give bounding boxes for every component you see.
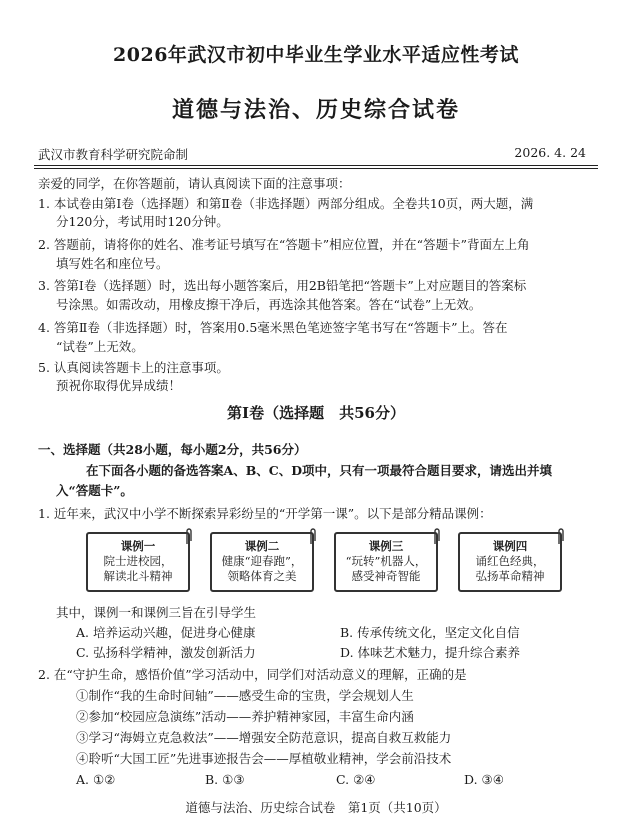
exam-title: 2026年武汉市初中毕业生学业水平适应性考试: [113, 44, 519, 66]
lesson-cards: [86, 532, 546, 596]
q2-stem: 2. 在“守护生命，感悟价值”学习活动中，同学们对活动意义的理解，正确的是: [38, 667, 467, 682]
part1-instruction-1: 在下面各小题的备选答案A、B、C、D项中，只有一项最符合题目要求，请选出并填: [86, 463, 553, 478]
notice-line-6: 号涂黑。如需改动，用橡皮擦干净后，再选涂其他答案。答在“试卷”上无效。: [56, 297, 482, 312]
lesson-card-line: 感受神奇智能: [351, 569, 421, 583]
q2-option-b: B. ①③: [205, 772, 245, 787]
notice-greeting: 亲爱的同学，在你答题前，请认真阅读下面的注意事项：: [38, 176, 351, 191]
header-rule: [34, 165, 598, 166]
q1-lead: 其中，课例一和课例三旨在引导学生: [56, 605, 257, 620]
issuing-org: 武汉市教育科学研究院命制: [38, 147, 189, 162]
notice-line-7: 4. 答第Ⅱ卷（非选择题）时，答案用0.5毫米黑色笔迹签字笔书写在“答题卡”上。答在: [38, 320, 508, 335]
paperclip-icon: [556, 526, 566, 546]
lesson-card-4: [458, 532, 562, 592]
q2-item-2: ②参加“校园应急演练”活动——养护精神家园，丰富生命内涵: [76, 709, 414, 724]
lesson-card-title: 课例一: [120, 539, 156, 553]
q2-option-c: C. ②④: [336, 772, 376, 787]
lesson-card-1: [86, 532, 190, 592]
q2-item-4: ④聆听“大国工匠”先进事迹报告会——厚植敬业精神，学会前沿技术: [76, 751, 452, 766]
notice-line-5: 3. 答第Ⅰ卷（选择题）时，选出每小题答案后，用2B铅笔把“答题卡”上对应题目的答案标: [38, 278, 527, 293]
q2-item-1: ①制作“我的生命时间轴”——感受生命的宝贵，学会规划人生: [76, 688, 414, 703]
notice-line-8: “试卷”上无效。: [56, 339, 144, 354]
q2-option-d: D. ③④: [464, 772, 504, 787]
lesson-card-2: [210, 532, 314, 592]
notice-line-10: 预祝你取得优异成绩！: [56, 378, 182, 393]
lesson-card-line: “玩转”机器人，: [345, 554, 427, 568]
q1-option-a: A. 培养运动兴趣，促进身心健康: [76, 625, 256, 640]
notice-line-4: 填写姓名和座位号。: [56, 256, 169, 271]
lesson-card-line: 领略体育之美: [227, 569, 297, 583]
header-rule-thin: [34, 168, 598, 169]
q1-option-d: D. 体味艺术魅力，提升综合素养: [340, 645, 521, 660]
notice-line-3: 2. 答题前，请将你的姓名、准考证号填写在“答题卡”相应位置，并在“答题卡”背面左上角: [38, 237, 530, 252]
lesson-card-title: 课例二: [244, 539, 280, 553]
q1-option-b: B. 传承传统文化，坚定文化自信: [340, 625, 520, 640]
part1-heading: 一、选择题（共28小题，每小题2分，共56分）: [38, 442, 307, 457]
lesson-card-title: 课例三: [368, 539, 404, 553]
paperclip-icon: [432, 526, 442, 546]
lesson-card-line: 解读北斗精神: [103, 569, 173, 583]
lesson-card-line: 诵红色经典，: [475, 554, 545, 568]
lesson-card-line: 健康“迎春跑”，: [221, 554, 303, 568]
q2-option-a: A. ①②: [76, 772, 116, 787]
notice-line-9: 5. 认真阅读答题卡上的注意事项。: [38, 360, 229, 375]
q1-stem: 1. 近年来，武汉中小学不断探索异彩纷呈的“开学第一课”。以下是部分精品课例：: [38, 506, 492, 521]
lesson-card-line: 弘扬革命精神: [475, 569, 545, 583]
notice-line-1: 1. 本试卷由第Ⅰ卷（选择题）和第Ⅱ卷（非选择题）两部分组成。全卷共10页，两大题，满: [38, 196, 534, 211]
notice-line-2: 分120分，考试用时120分钟。: [56, 214, 229, 229]
lesson-card-line: 院士进校园，: [103, 554, 173, 568]
lesson-card-3: [334, 532, 438, 592]
paperclip-icon: [308, 526, 318, 546]
paperclip-icon: [184, 526, 194, 546]
q2-item-3: ③学习“海姆立克急救法”——增强安全防范意识，提高自救互救能力: [76, 730, 452, 745]
page-footer: 道德与法治、历史综合试卷 第1页（共10页）: [185, 800, 447, 815]
part1-instruction-2: 入“答题卡”。: [56, 483, 133, 498]
section-title: 第Ⅰ卷（选择题 共56分）: [227, 404, 405, 422]
q1-option-c: C. 弘扬科学精神，激发创新活力: [76, 645, 256, 660]
exam-subtitle: 道德与法治、历史综合试卷: [171, 97, 460, 123]
exam-date: 2026. 4. 24: [514, 145, 586, 160]
lesson-card-title: 课例四: [492, 539, 528, 553]
